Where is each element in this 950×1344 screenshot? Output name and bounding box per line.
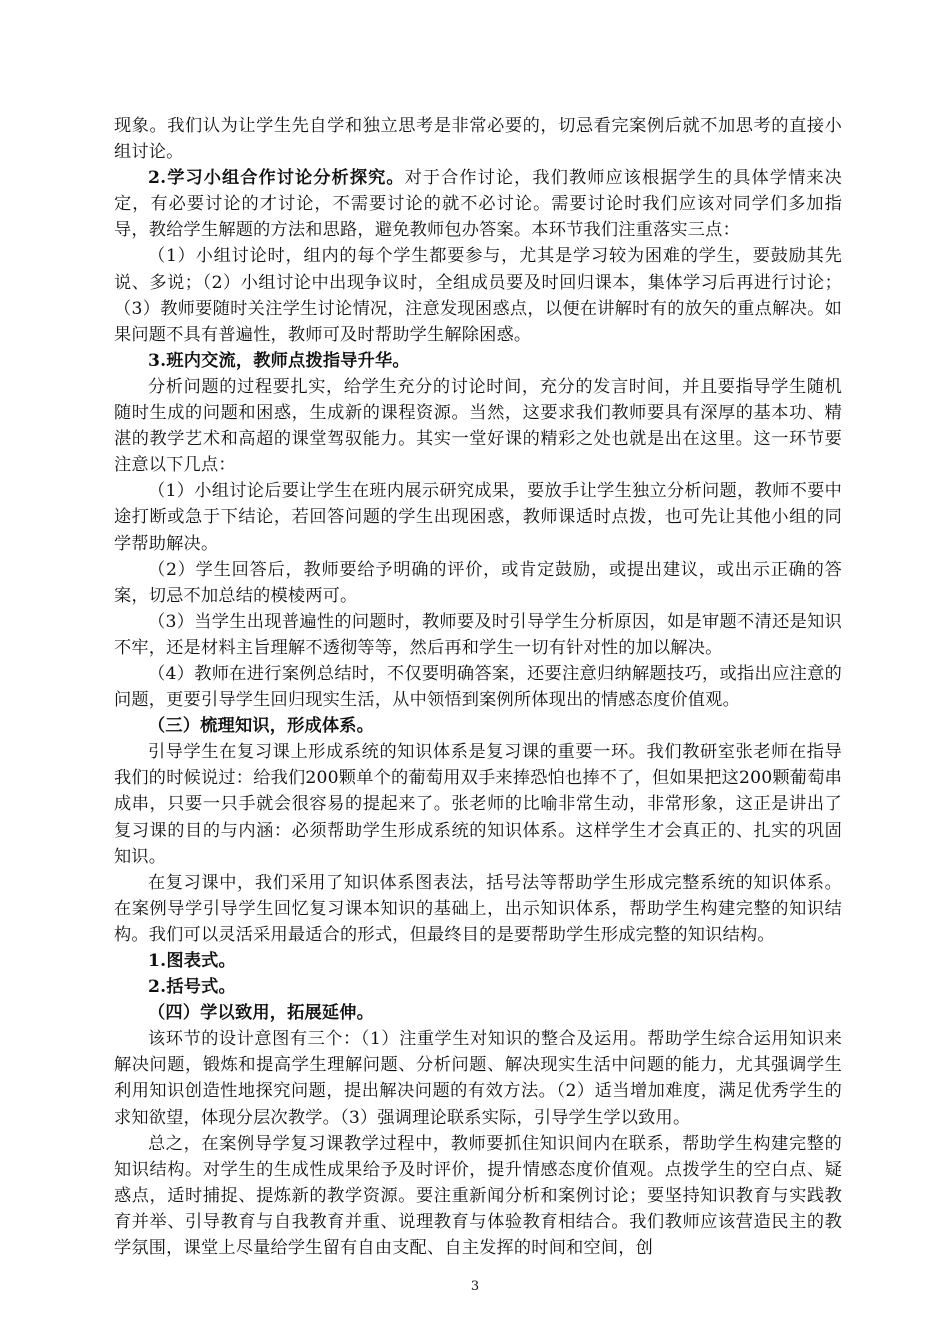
- paragraph-8: （3）当学生出现普遍性的问题时，教师要及时引导学生分析原因，如是审题不清还是知识不牢，还是材料主旨理解不透彻等等，然后再和学生一切有针对性的加以解决。: [114, 611, 842, 658]
- paragraph-17: 总之，在案例导学复习课教学过程中，教师要抓住知识间内在联系，帮助学生构建完整的知识结构。对学生的生成性成果给予及时评价，提升情感态度价值观。点拨学生的空白点、疑惑点，适时捕捉、提炼新的教学资源。要注重新闻分析和案例讨论；要坚持知识教育与实践教育并举、引导教育与自我教育并重、说理教育与体验教育相结合。我们教师应该营造民主的教学氛围，课堂上尽量给学生留有自由支配、自主发挥的时间和空间，创: [114, 1133, 842, 1259]
- paragraph-7: （2）学生回答后，教师要给予明确的评价，或肯定鼓励，或提出建议，或出示正确的答案，切忌不加总结的模棱两可。: [114, 559, 842, 606]
- heading-chart-style: 1.图表式。: [148, 951, 236, 971]
- body-text: [114, 113, 842, 1261]
- heading-section-3: （三）梳理知识，形成体系。: [148, 716, 375, 737]
- paragraph-12: 在复习课中，我们采用了知识体系图表法，括号法等帮助学生形成完整系统的知识体系。在案例导学引导学生回忆复习课本知识的基础上，出示知识体系，帮助学生构建完整的知识结构。我们可以灵活采用最适合的形式，但最终目的是要帮助学生形成完整的知识结构。: [114, 872, 842, 945]
- page-number: 3: [470, 1279, 480, 1294]
- paragraph-2-body: 对于合作讨论，我们教师应该根据学生的具体学情来决定，有必要讨论的才讨论，不需要讨论的就不必讨论。需要讨论时我们应该对同学们多加指导，教给学生解题的方法和思路，避免教师包办答案。本环节我们注重落实三点：: [114, 168, 842, 241]
- paragraph-1: 现象。我们认为让学生先自学和独立思考是非常必要的，切忌看完案例后就不加思考的直接小组讨论。: [114, 116, 842, 163]
- paragraph-11: 引导学生在复习课上形成系统的知识体系是复习课的重要一环。我们教研室张老师在指导我们的时候说过：给我们200颗单个的葡萄用双手来捧恐怕也捧不了，但如果把这200颗葡萄串成串，只要一只手就会很容易的提起来了。张老师的比喻非常生动，非常形象，这正是讲出了复习课的目的与内涵：必须帮助学生形成系统的知识体系。这样学生才会真正的、扎实的巩固知识。: [114, 742, 842, 867]
- heading-class-exchange: 3.班内交流，教师点拨指导升华。: [148, 350, 410, 371]
- paragraph-5: 分析问题的过程要扎实，给学生充分的讨论时间，充分的发言时间，并且要指导学生随机随时生成的问题和困惑，生成新的课程资源。当然，这要求我们教师要具有深厚的基本功、精湛的教学艺术和高超的课堂驾驭能力。其实一堂好课的精彩之处也就是出在这里。这一环节要注意以下几点：: [114, 376, 842, 476]
- paragraph-2: [114, 165, 842, 243]
- heading-section-4: （四）学以致用，拓展延伸。: [148, 1003, 375, 1024]
- paragraph-16: 该环节的设计意图有三个：（1）注重学生对知识的整合及运用。帮助学生综合运用知识来解决问题，锻炼和提高学生理解问题、分析问题、解决现实生活中问题的能力，尤其强调学生利用知识创造性地探究问题，提出解决问题的有效方法。（2）适当增加难度，满足优秀学生的求知欲望，体现分层次教学。（3）强调理论联系实际，引导学生学以致用。: [114, 1029, 842, 1128]
- paragraph-6: （1）小组讨论后要让学生在班内展示研究成果，要放手让学生独立分析问题，教师不要中途打断或急于下结论，若回答问题的学生出现困惑，教师课适时点拨，也可先让其他小组的同学帮助解决。: [114, 481, 842, 554]
- paragraph-3: （1）小组讨论时，组内的每个学生都要参与，尤其是学习较为困难的学生，要鼓励其先说、多说；（2）小组讨论中出现争议时，全组成员要及时回归课本，集体学习后再进行讨论；（3）教师要随时关注学生讨论情况，注意发现困惑点，以便在讲解时有的放矢的重点解决。如果问题不具有普遍性，教师可及时帮助学生解除困惑。: [114, 246, 842, 345]
- heading-bracket-style: 2.括号式。: [148, 977, 236, 998]
- paragraph-2-heading: 2.学习小组合作讨论分析探究。: [148, 168, 405, 189]
- paragraph-9: （4）教师在进行案例总结时，不仅要明确答案，还要注意归纳解题技巧，或指出应注意的问题，更要引导学生回归现实生活，从中领悟到案例所体现出的情感态度价值观。: [114, 663, 842, 711]
